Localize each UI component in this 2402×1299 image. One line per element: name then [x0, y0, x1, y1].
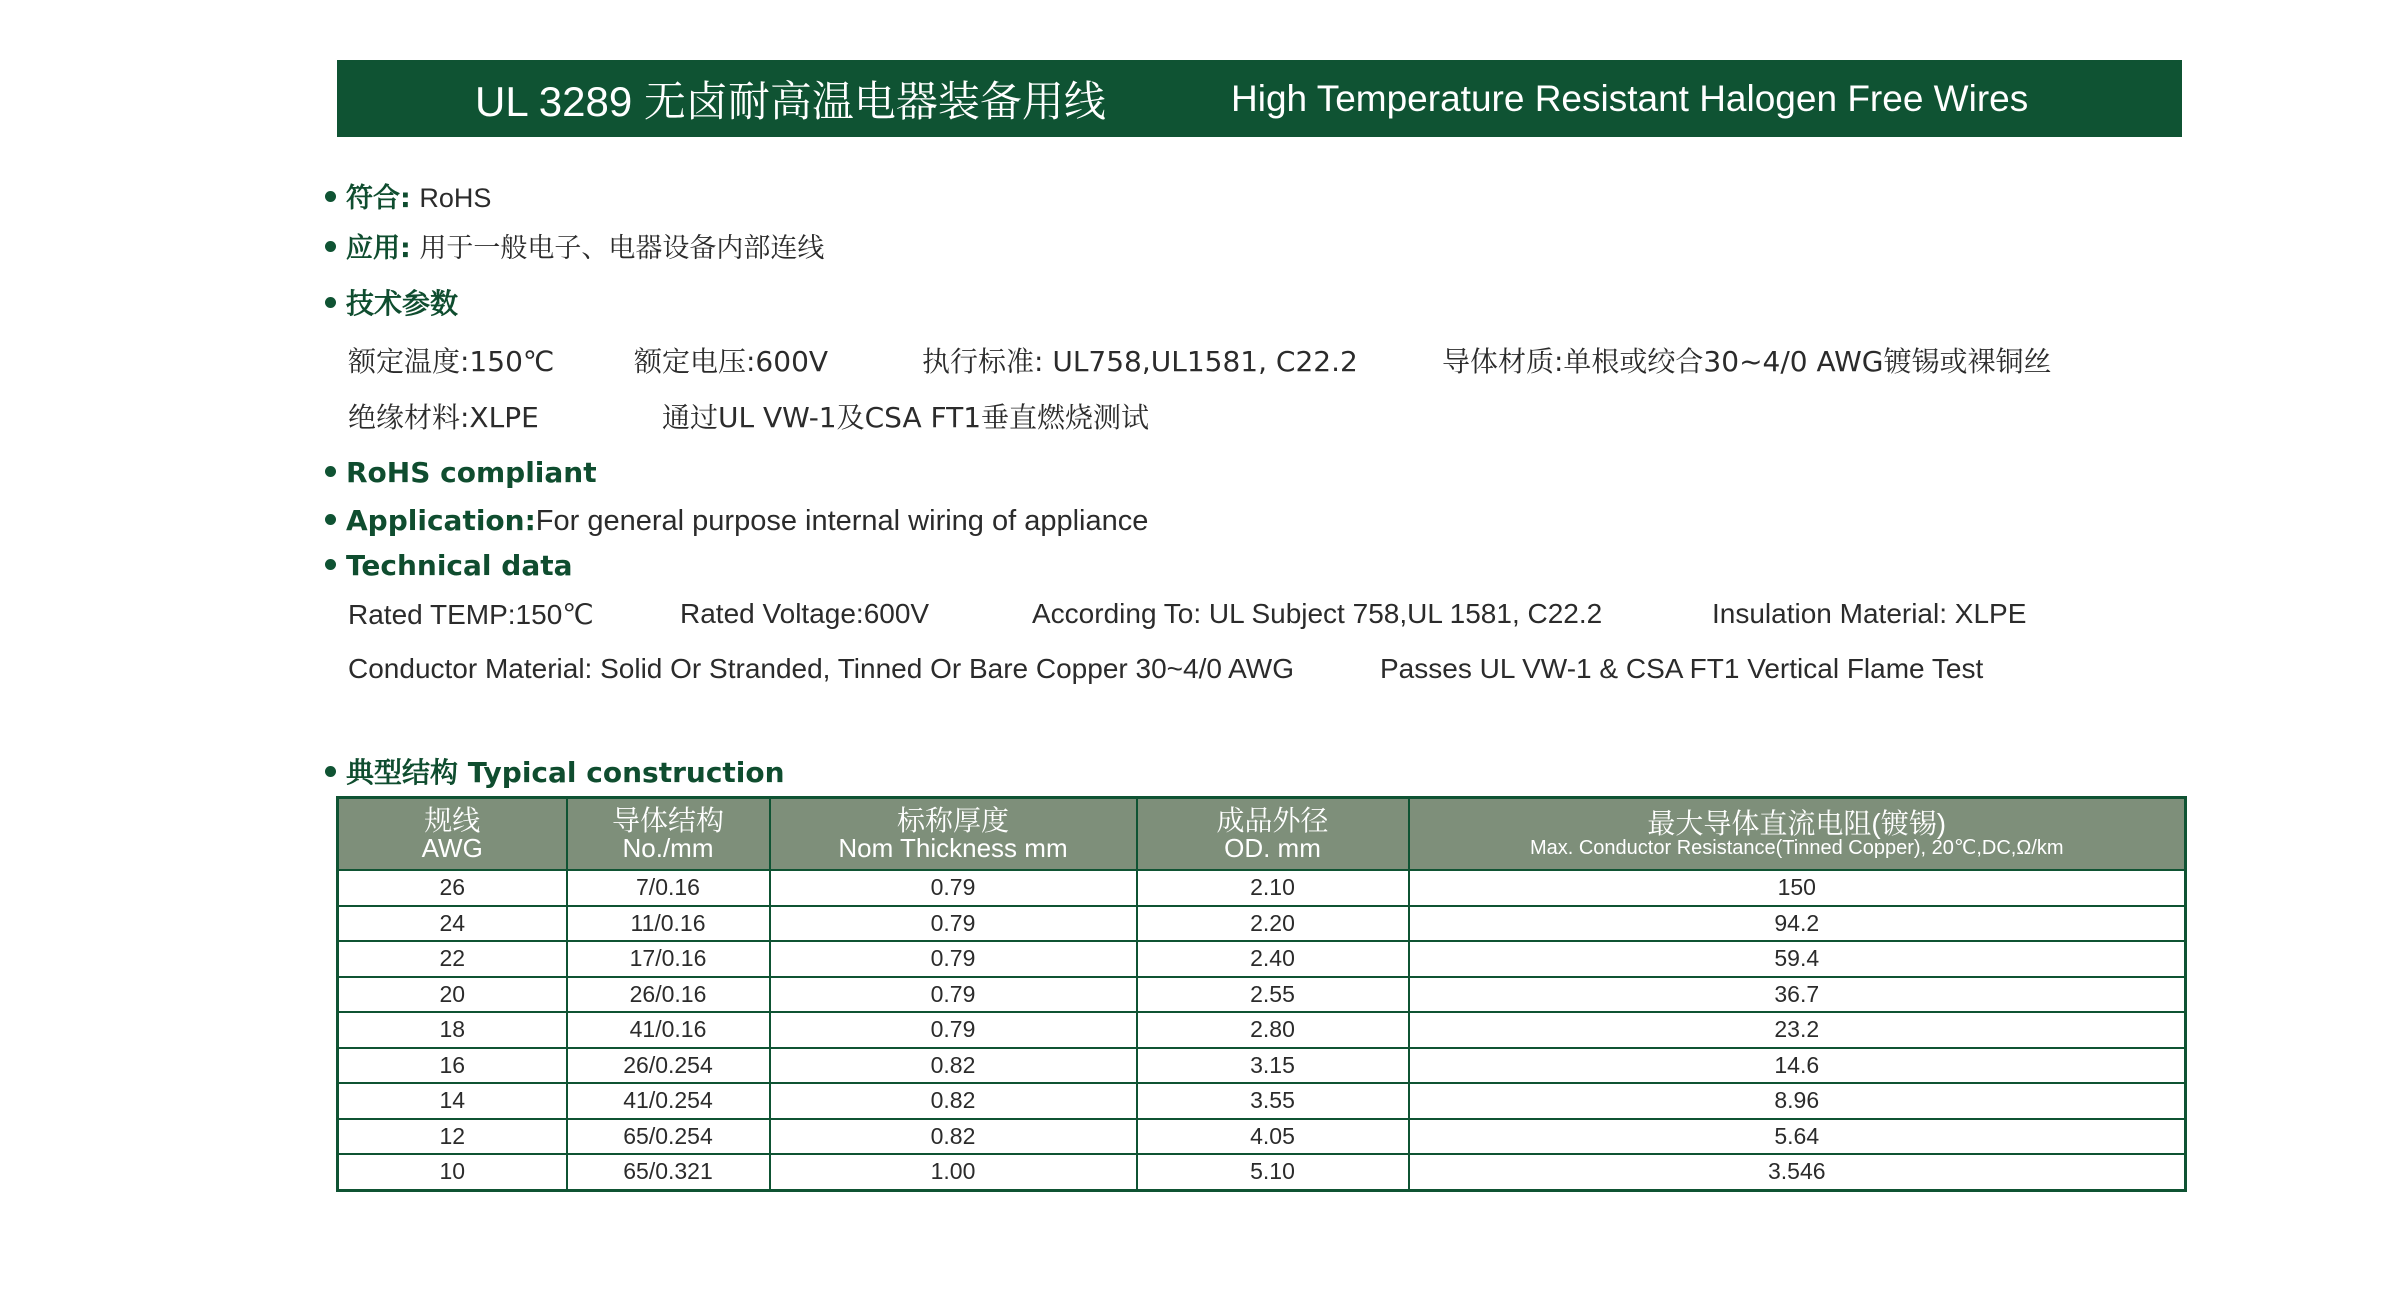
table-row	[338, 1154, 2186, 1190]
table-row	[338, 1083, 2186, 1119]
cell-thickness: 0.79	[770, 977, 1137, 1013]
cell-od: 2.40	[1137, 941, 1409, 977]
cell-resistance: 3.546	[1409, 1154, 2186, 1190]
cell-conductor: 11/0.16	[567, 906, 770, 942]
construction-table	[336, 796, 2187, 1192]
col-conductor-header: 导体结构 No./mm	[567, 798, 770, 871]
rohs-compliant-line	[325, 456, 597, 489]
cell-conductor: 7/0.16	[567, 870, 770, 906]
param-flame-test-en: Passes UL VW-1 & CSA FT1 Vertical Flame Test	[1380, 653, 1984, 684]
bullet-icon	[325, 191, 336, 202]
construction-heading: 典型结构 Typical construction	[346, 756, 785, 789]
col-thickness-header: 标称厚度 Nom Thickness mm	[770, 798, 1137, 871]
cell-awg: 14	[338, 1083, 567, 1119]
title-en: High Temperature Resistant Halogen Free Wires	[1231, 77, 2029, 119]
tech-params-cn-heading: 技术参数	[346, 287, 459, 320]
cell-od: 2.10	[1137, 870, 1409, 906]
param-insulation-cn: 绝缘材料:XLPE	[348, 401, 539, 434]
comply-value: RoHS	[419, 183, 492, 213]
bullet-icon	[325, 297, 336, 308]
table-row	[338, 1119, 2186, 1155]
technical-data-heading: Technical data	[346, 549, 573, 582]
rohs-compliant: RoHS compliant	[346, 456, 597, 489]
tech-params-heading	[325, 282, 458, 322]
technical-data-line	[325, 549, 573, 582]
cell-thickness: 0.79	[770, 941, 1137, 977]
title-banner	[337, 60, 2182, 137]
cell-thickness: 0.82	[770, 1119, 1137, 1155]
cell-od: 2.80	[1137, 1012, 1409, 1048]
cell-thickness: 0.79	[770, 906, 1137, 942]
cell-resistance: 150	[1409, 870, 2186, 906]
comply-label: 符合:	[346, 183, 411, 214]
param-rated-voltage-cn: 额定电压:600V	[634, 345, 829, 378]
application-en-line	[325, 504, 1148, 538]
cell-resistance: 5.64	[1409, 1119, 2186, 1155]
table-row	[338, 870, 2186, 906]
col-awg-header: 规线 AWG	[338, 798, 567, 871]
bullet-icon	[325, 766, 336, 777]
cell-od: 5.10	[1137, 1154, 1409, 1190]
cell-awg: 20	[338, 977, 567, 1013]
application-en-label: Application:	[346, 504, 536, 537]
cell-od: 2.20	[1137, 906, 1409, 942]
cell-resistance: 23.2	[1409, 1012, 2186, 1048]
param-conductor-en: Conductor Material: Solid Or Stranded, Tinned Or Bare Copper 30~4/0 AWG	[348, 653, 1294, 684]
cell-thickness: 0.82	[770, 1048, 1137, 1084]
table-header-row	[338, 798, 2186, 871]
table-row	[338, 1048, 2186, 1084]
cell-resistance: 36.7	[1409, 977, 2186, 1013]
bullet-icon	[325, 559, 336, 570]
application-cn-label: 应用:	[346, 233, 411, 264]
cell-awg: 22	[338, 941, 567, 977]
col-od-header: 成品外径 OD. mm	[1137, 798, 1409, 871]
cell-conductor: 65/0.254	[567, 1119, 770, 1155]
cell-conductor: 41/0.16	[567, 1012, 770, 1048]
cell-resistance: 59.4	[1409, 941, 2186, 977]
cell-resistance: 14.6	[1409, 1048, 2186, 1084]
cell-awg: 18	[338, 1012, 567, 1048]
table-row	[338, 906, 2186, 942]
param-conductor-cn: 导体材质:单根或绞合30~4/0 AWG镀锡或裸铜丝	[1442, 345, 2052, 378]
cell-thickness: 0.79	[770, 1012, 1137, 1048]
table-row	[338, 1012, 2186, 1048]
cell-od: 3.15	[1137, 1048, 1409, 1084]
application-en-value: For general purpose internal wiring of appliance	[535, 505, 1149, 537]
cell-awg: 26	[338, 870, 567, 906]
cell-awg: 12	[338, 1119, 567, 1155]
param-flame-test-cn: 通过UL VW-1及CSA FT1垂直燃烧测试	[662, 401, 1150, 434]
construction-heading-line	[325, 751, 785, 791]
cell-conductor: 17/0.16	[567, 941, 770, 977]
param-insulation-en: Insulation Material: XLPE	[1712, 598, 2027, 629]
cell-thickness: 0.82	[770, 1083, 1137, 1119]
cell-resistance: 8.96	[1409, 1083, 2186, 1119]
cell-od: 3.55	[1137, 1083, 1409, 1119]
cell-od: 4.05	[1137, 1119, 1409, 1155]
param-rated-temp-en: Rated TEMP:150℃	[348, 599, 594, 630]
param-standard-en: According To: UL Subject 758,UL 1581, C22.2	[1032, 598, 1603, 629]
cell-thickness: 1.00	[770, 1154, 1137, 1190]
comply-line	[325, 176, 491, 215]
table-row	[338, 977, 2186, 1013]
cell-od: 2.55	[1137, 977, 1409, 1013]
cell-thickness: 0.79	[770, 870, 1137, 906]
cell-resistance: 94.2	[1409, 906, 2186, 942]
cell-awg: 24	[338, 906, 567, 942]
application-cn-value: 用于一般电子、电器设备内部连线	[419, 233, 825, 264]
cell-awg: 10	[338, 1154, 567, 1190]
table-row	[338, 941, 2186, 977]
cell-conductor: 26/0.16	[567, 977, 770, 1013]
param-standard-cn: 执行标准: UL758,UL1581, C22.2	[922, 345, 1358, 378]
param-rated-voltage-en: Rated Voltage:600V	[680, 598, 930, 629]
bullet-icon	[325, 241, 336, 252]
cell-conductor: 65/0.321	[567, 1154, 770, 1190]
title-cn: UL 3289 无卤耐高温电器装备用线	[475, 77, 1106, 125]
col-resistance-header: 最大导体直流电阻(镀锡) Max. Conductor Resistance(Tinned Copper), 20℃,DC,Ω/km	[1409, 798, 2186, 871]
cell-awg: 16	[338, 1048, 567, 1084]
bullet-icon	[325, 466, 336, 477]
application-cn-line	[325, 226, 824, 265]
cell-conductor: 26/0.254	[567, 1048, 770, 1084]
cell-conductor: 41/0.254	[567, 1083, 770, 1119]
bullet-icon	[325, 514, 336, 525]
param-rated-temp-cn: 额定温度:150℃	[348, 345, 555, 378]
